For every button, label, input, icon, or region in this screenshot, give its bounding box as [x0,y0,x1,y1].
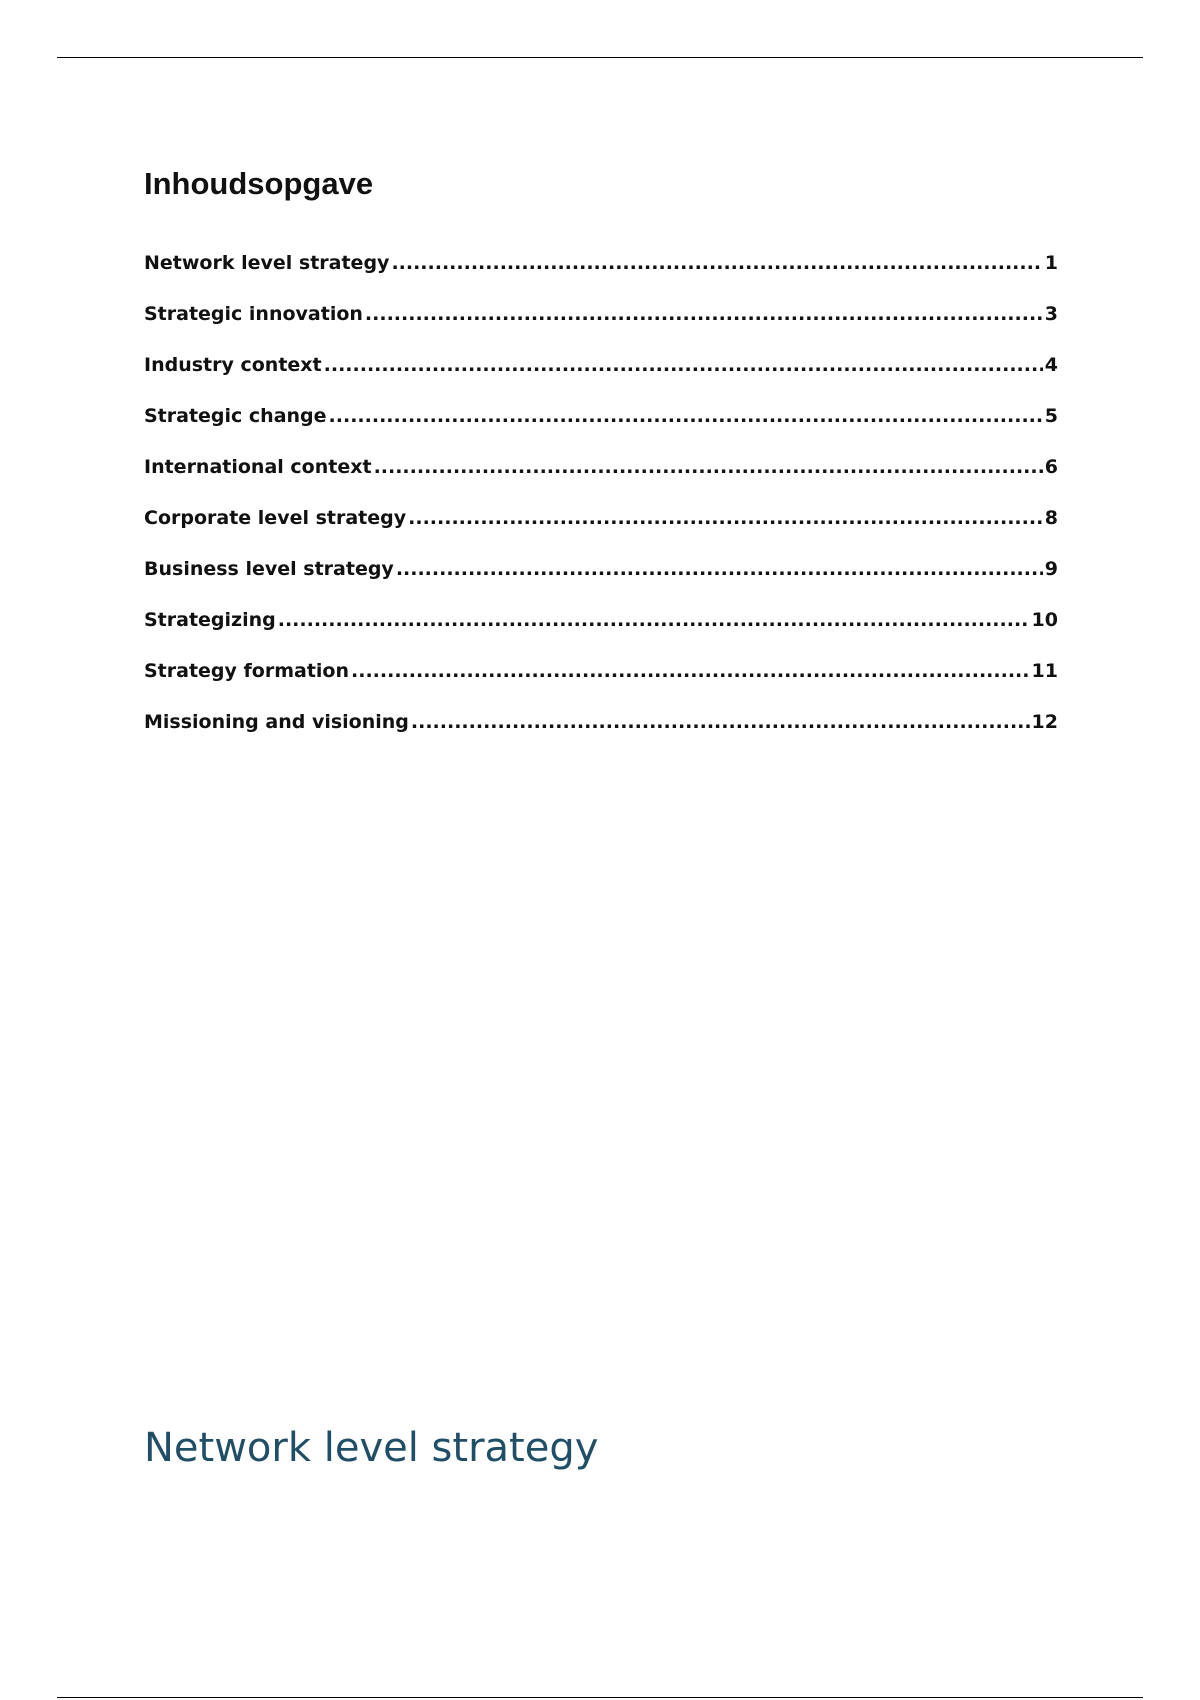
toc-title: Inhoudsopgave [144,166,374,201]
toc-entry-label: Corporate level strategy [144,507,407,529]
toc-entry-label: Industry context [144,354,322,376]
toc-entry-page: 4 [1044,354,1058,376]
toc-dot-leader [329,403,1043,429]
toc-dot-leader [396,556,1043,582]
toc-dot-leader [365,301,1043,327]
toc-entry-page: 6 [1044,456,1058,478]
toc-entry[interactable] [144,403,1058,429]
toc-entry[interactable] [144,607,1058,633]
toc-entry-label: Network level strategy [144,252,390,274]
toc-entry-page: 12 [1031,711,1058,733]
toc-entry-label: Strategic innovation [144,303,363,325]
toc-entry-label: Missioning and visioning [144,711,409,733]
table-of-contents [144,164,1058,733]
toc-dot-leader [411,709,1030,735]
toc-entry-page: 9 [1044,558,1058,580]
toc-entry-page: 10 [1031,609,1058,631]
toc-entry[interactable] [144,709,1058,735]
toc-dot-leader [391,250,1042,276]
toc-entry[interactable] [144,454,1058,480]
toc-dot-leader [324,352,1043,378]
header-rule [57,57,1143,58]
toc-dot-leader [374,454,1043,480]
toc-entry[interactable] [144,658,1058,684]
toc-entry-page: 3 [1044,303,1058,325]
toc-dot-leader [351,658,1030,684]
toc-entry[interactable] [144,301,1058,327]
toc-entry-page: 8 [1044,507,1058,529]
toc-entry[interactable] [144,556,1058,582]
toc-entry-label: International context [144,456,372,478]
toc-dot-leader [408,505,1043,531]
toc-entry-page: 1 [1044,252,1058,274]
toc-entry[interactable] [144,505,1058,531]
section-heading: Network level strategy [144,1425,599,1471]
toc-entry-label: Strategizing [144,609,276,631]
footer-rule [57,1697,1143,1698]
toc-entry[interactable] [144,250,1058,276]
toc-entry-page: 5 [1044,405,1058,427]
toc-entry-label: Strategy formation [144,660,350,682]
toc-dot-leader [278,607,1030,633]
toc-entry-label: Strategic change [144,405,327,427]
toc-entry-label: Business level strategy [144,558,394,580]
toc-entry-page: 11 [1031,660,1058,682]
toc-entry[interactable] [144,352,1058,378]
